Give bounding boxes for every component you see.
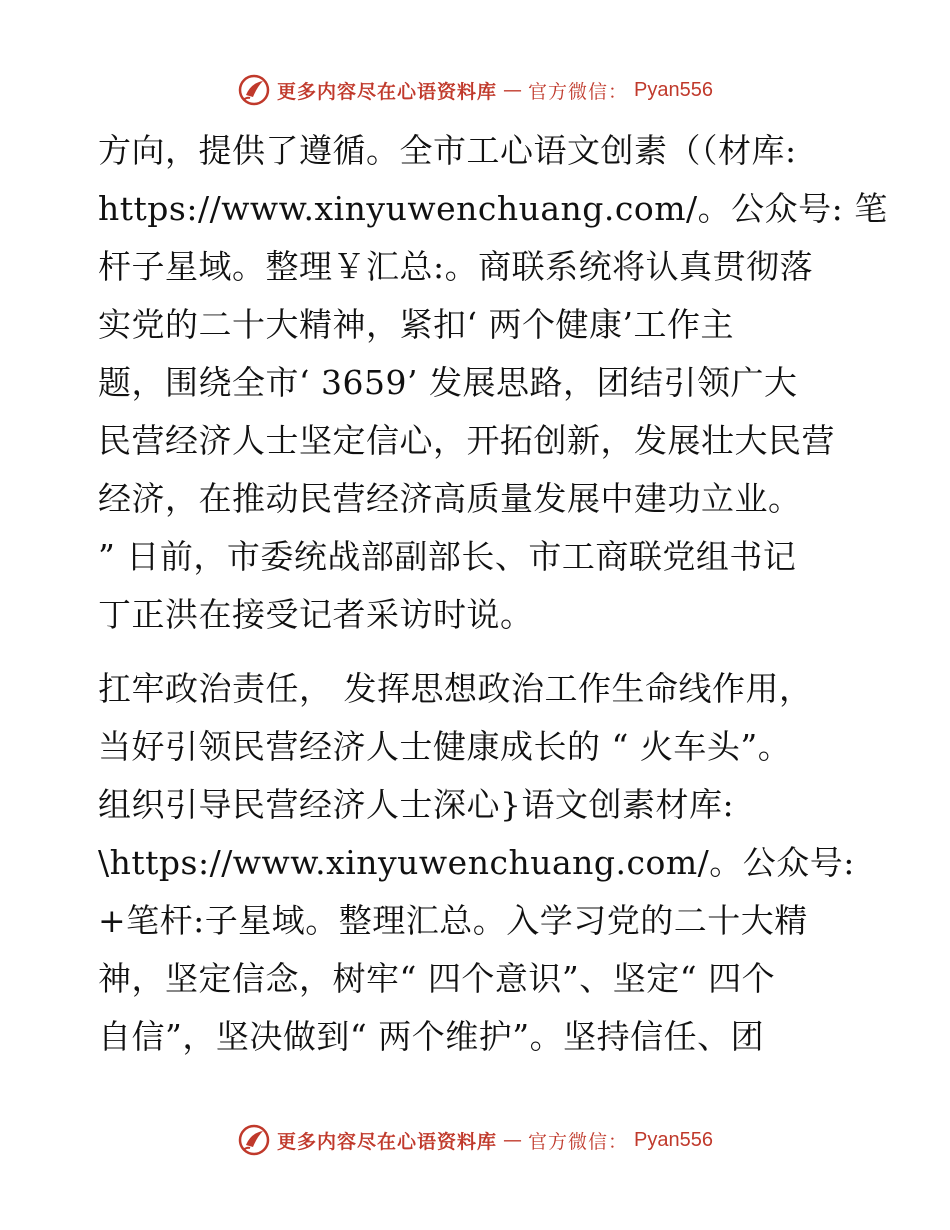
- paragraph-gap: [98, 644, 858, 660]
- text-line: 自信”，坚决做到“ 两个维护”。坚持信任、团: [98, 1017, 765, 1056]
- text-line: 扛牢政治责任， 发挥思想政治工作生命线作用，: [98, 669, 813, 708]
- text-line: 神，坚定信念，树牢“ 四个意识”、坚定“ 四个: [98, 959, 776, 998]
- banner-title: 更多内容尽在心语资料库: [277, 1130, 498, 1153]
- document-body: [98, 122, 888, 1066]
- text-line: 经济，在推动民营经济高质量发展中建功立业。: [98, 479, 802, 518]
- banner-wechat-id: Pyan556: [634, 1128, 713, 1151]
- text-line: 丁正洪在接受记者采访时说。: [98, 595, 534, 634]
- header-watermark-banner: [0, 70, 950, 110]
- text-line: https://www.xinyuwenchuang.com/。公众号: 笔: [98, 189, 888, 228]
- banner-title: 更多内容尽在心语资料库: [277, 80, 498, 103]
- banner-wechat-label: 官方微信：: [528, 1130, 629, 1153]
- text-line: 题，围绕全市‘ 3659’ 发展思路，团结引领广大: [98, 363, 798, 402]
- text-line: 实党的二十大精神，紧扣‘ 两个健康’工作主: [98, 305, 734, 344]
- banner-wechat-id: Pyan556: [634, 78, 713, 101]
- brush-logo-icon: [237, 1123, 271, 1157]
- footer-watermark-banner: [0, 1120, 950, 1160]
- banner-dash: —: [503, 1129, 523, 1151]
- text-line: 杆子星域。整理￥汇总:。商联系统将认真贯彻落: [98, 247, 814, 286]
- paragraph-1: [98, 122, 888, 644]
- text-line: +笔杆:子星域。整理汇总。入学习党的二十大精: [98, 901, 808, 940]
- text-line: 当好引领民营经济人士健康成长的 “ 火车头”。: [98, 727, 792, 766]
- text-line: \https://www.xinyuwenchuang.com/。公众号:: [98, 843, 855, 882]
- text-line: 民营经济人士坚定信心，开拓创新，发展壮大民营: [98, 421, 835, 460]
- paragraph-2: [98, 660, 858, 1066]
- banner-wechat-label: 官方微信：: [528, 80, 629, 103]
- banner-dash: —: [503, 79, 523, 101]
- text-line: 组织引导民营经济人士深心}语文创素材库:: [98, 785, 735, 824]
- brush-logo-icon: [237, 73, 271, 107]
- text-line: ” 日前，市委统战部副部长、市工商联党组书记: [98, 537, 797, 576]
- text-line: 方向，提供了遵循。全市工心语文创素（（材库:: [98, 131, 797, 170]
